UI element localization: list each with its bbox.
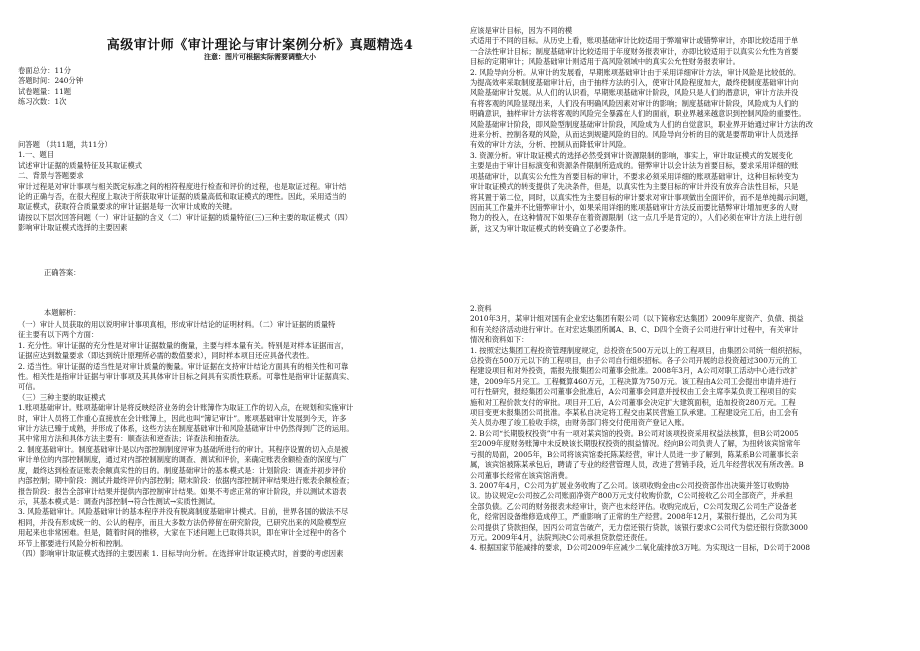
case-line: 关人员办理了竣工验收手续，由财务部门将交付使用资产登记入账。 [470,418,689,428]
analysis-line: 1.账项基础审计。账项基础审计是将反映经济业务的会计账簿作为取证工作的切入点，在规划和实施审计 [18,403,354,413]
case-line: 施和对工程价款支付的审批。项目开工后，A公司董事会决定扩大建筑面积，追加投资280万元。工程 [470,397,796,407]
section-heading: 问答题 （共11题，共11分） [18,140,112,149]
case-line: 亏损的局面，2005年，B公司将该宾馆委托陈某经营，审计人员进一步了解到，陈某系B公司董事长亲 [470,449,799,459]
q1-line: 1.一、题目 [18,150,55,160]
case-line: 万元。2009年4月，法院判决C公司承担贷款偿还责任。 [470,532,653,542]
q1-line: 审计过程是对审计事项与相关既定标准之间的相符程度进行检查和评价的过程，也是取证过程。审计结 [18,181,347,191]
meta-practice-count: 练习次数：1次 [18,97,67,107]
case-line: 议。协议规定c公司按乙公司账面净资产800万元支付收购价款，C公司接收乙公司全部资产，并承担 [470,491,793,501]
answer-label: 正确答案： [44,268,81,277]
analysis-cont-line: 为提高效率采取制度基础审计后，由于抽样方法的引入，使审计风险程度加大，最终使制度基础审计向 [470,78,799,88]
case-line: 全部负债。乙公司的财务报表未经审计，资产也未经评估。收购完成后，C公司发现乙公司生产设备老 [470,501,797,511]
analysis-line: 报告阶段：报告全部审计结果并提供内部控制审计结果。如果不考虑正常的审计阶段，并以测试术语表 [18,486,347,496]
analysis-cont-line: 明确意识，抽样审计方法将客观的风险完全暴露在人们的面前，职业界越来越意识到控制风险的重要性。 [470,109,806,119]
q1-line: 影响审计取证模式选择的主要因素 [18,223,128,233]
case-line: 1. 按照宏达集团工程投资管理制度规定，总投资在500万元以上的工程项目，由集团公司统一组织招标， [470,345,807,355]
analysis-line: 3. 风险基础审计。风险基础审计的基本程序并没有脱离制度基础审计模式。目前，世界各国的做法不尽 [18,507,349,517]
case-line: 2010年3月，某审计组对国有企业宏达集团有限公司（以下简称宏达集团）2009年度资产、负债、损益 [470,314,804,324]
analysis-cont-line: 主要是由于审计目标演变和资源条件限制所造成的。错弊审计以会计法为首要目标，要求采用详细的账 [470,161,799,171]
analysis-cont-line: 目标的定期审计；风险基础审计则适用于高风险领域中的真实公允性财务报表审计。 [470,57,740,67]
q1-line: 二、背景与答题要求 [18,171,84,181]
case-line: 可行性研究，报经集团公司董事会批准后，A公司董事会同意并授权由工会主席李某负责工程项目的实 [470,387,797,397]
q1-line: 请按以下层次回答问题（一）审计证据的含义（二）审计证据的质量特征(三)三种主要的取证模式（四） [18,212,353,222]
case-line: 公司董事长经常在该宾馆消费。 [470,470,573,480]
analysis-line: 2. 制度基础审计。制度基础审计是以内部控制制度评审为基础所进行的审计。其程序设置的切入点是被 [18,444,349,454]
analysis-line: 征主要有以下两个方面： [18,330,99,340]
case-line: 和有关经济活动进行审计。在对宏达集团所属A、B、C、D四个全资子公司进行审计过程中，有关审计 [470,324,799,334]
analysis-line: 性。相关性是指审计证据与审计事项及其具体审计目标之间具有实质性联系。可靠性是指审计证据真实、 [18,372,354,382]
analysis-line: 2. 适当性。审计证据的适当性是对审计质量的衡量。审计证据在支持审计结论方面具有的相关性和可靠 [18,361,349,371]
analysis-cont-line: 将其置于第二位，同时，以真实性为主要目标的审计要求对审计事项做出全面评价，而不是单纯揭示问题， [470,192,813,202]
case-line: 化，经常因设备维修造成停工，严重影响了正常的生产经营。2008年12月，某银行提出，乙公司为其 [470,512,798,522]
analysis-line: 其中常用方法和具体方法主要有：顺查法和逆查法；详查法和抽查法。 [18,434,245,444]
analysis-cont-line: 因而其工作量并不比错弊审计小，如果采用详细的账项基础审计方法反而要比错弊审计增加更多的人财 [470,202,799,212]
q1-line: 试述审计证据的质量特征及其取证模式 [18,160,143,170]
analysis-line: 度，最终达到检查证账表余额真实性的目的。制度基础审计的基本模式是：计划阶段：调查并初步评价 [18,465,347,475]
analysis-line: 时，审计人员将工作重心直接放在会计账簿上，因此也叫“簿记审计”。账项基础审计发展到今天，许多 [18,413,347,423]
case-line: 公司提供了贷款担保，因丙公司宣告破产，无力偿还银行贷款，该银行要求C公司代为偿还银行贷款3000 [470,522,808,532]
analysis-line: （四）影响审计取证模式选择的主要因素 1. 目标导向分析。在选择审计取证模式时，首要的考虑因素 [18,548,344,558]
analysis-line: 用起来也非常困难。但是，随着时间的推移，大家在下述问题上已取得共识，即在审计全过程中的各个 [18,528,347,538]
analysis-cont-line: 审计取证模式的转变提供了先决条件，但是，以真实性为主要目标的审计并没有放弃合法性目标，只是 [470,182,799,192]
case-line: 属，该宾馆被陈某承包后，聘请了专业的经营管理人员，改进了营销手段，近几年经营状况有所改善。B [470,460,804,470]
case-line: 2.资料 [470,304,492,313]
case-line: 2. B公司“长期股权投资”中有一项对某宾馆的投资。B公司对该项投资采用权益法核算，但B公司2005 [470,428,799,438]
case-line: 4. 根据国家节能减排的要求，D公司2009年应减少二氧化硫排放3万吨。为实现这一目标，D公司于2008 [470,543,811,553]
analysis-label: 本题解析： [44,308,81,317]
analysis-cont-line: 新，这又为审计取证模式的转变确立了必要条件。 [470,223,631,233]
analysis-cont-line: 风险基础审计发展。从人们的认识看，早期账项基础审计阶段，风险只是人们的潜意识，审计方法并没 [470,88,799,98]
analysis-line: 示，其基本模式是：调查内部控制→符合性测试→实质性测试。 [18,496,220,506]
question-block [18,140,448,234]
analysis-line: 审计单位的内部控制制度，通过对内部控制制度的调查、测试和评价，来确定账表余额检查的深度与广 [18,455,347,465]
document-title: 高级审计师《审计理论与审计案例分析》真题精选4 [106,38,414,53]
analysis-line: 可信。 [18,382,40,392]
case-line: 至2009年度财务账簿中未反映该长期股权投资的损益情况。经向B公司负责人了解，为扭转该宾馆常年 [470,439,801,449]
meta-total-score: 卷面总分：11分 [18,66,72,75]
analysis-cont-line: 风险基础审计阶段，即风险型制度基础审计阶段，风险成为人们的自觉意识，职业界开始通过审计方法的改 [470,119,813,129]
analysis-line: 审计方法已臻于成熟，并形成了体系，这些方法在制度基础审计和风险基础审计中仍然得到广泛的运用。 [18,424,354,434]
meta-answer-time: 答题时间：240分钟 [18,76,84,86]
meta-question-count: 试卷题量：11题 [18,86,72,96]
analysis-cont-line: 项基础审计，以真实公允性为首要目标的审计，不要求必须采用详细的账项基础审计，这种目标转变为 [470,171,799,181]
analysis-line: 1. 充分性。审计证据的充分性是对审计证据数量的衡量，主要与样本量有关。特别是对样本证据而言， [18,340,349,350]
analysis-cont-line: 2. 风险导向分析。从审计的发展看，早期账项基础审计由于采用详细审计方法，审计风险是比较低的。 [470,67,801,77]
case-line: 情况和资料如下： [470,335,529,345]
analysis-body [18,320,450,559]
case-line: 项目变更未报集团公司批准。李某私自决定将工程交由某民营施工队承建。工程建设完工后，由工会有 [470,408,799,418]
analysis-cont-line: 式适用于不同的目标。从历史上看，账项基础审计比较适用于弊端审计或错弊审计，亦即比较适用于单 [470,36,799,46]
case-line: 3. 2007年4月，C公司为扩展业务收购了乙公司。该项收购金由c公司投资部作出决策并签订收购协 [470,480,790,490]
analysis-line: 相同，并没有形成统一的、公认的程序，而且大多数方法仍停留在研究阶段，已研究出来的风险模型应 [18,517,347,527]
analysis-line: 环节上都要进行风险分析和控制。 [18,538,128,548]
case-line: 程建设项目和对外投资，需报先报集团公司董事会批准。2008年3月，A公司对职工活动中心进行改扩 [470,366,798,376]
analysis-cont-line: 有将客观的风险显现出来，人们没有明确风险因素对审计的影响；制度基础审计阶段，风险成为人们的 [470,98,799,108]
analysis-line: （三）三种主要的取证模式 [18,392,106,402]
analysis-line: （一）审计人员获取的用以说明审计事项真相，形成审计结论的证明材料。（二）审计证据的质量特 [18,320,336,329]
right-page [460,0,920,651]
case-line: 总投资在500万元以下的工程项目，由子公司自行组织招标。各子公司开展的总投资超过300万元的工 [470,356,798,366]
analysis-continued [470,26,912,234]
analysis-cont-line: 一合法性审计目标；制度基础审计比较适用于年度财务报表审计，亦即比较适用于以真实公允性为首要 [470,46,799,56]
analysis-cont-line: 应该是审计目标，因为不同的模 [470,26,573,35]
analysis-line: 内部控制；期中阶段：测试并最终评价内部控制；期末阶段：依据内部控制评审结果进行账表余额检查； [18,476,354,486]
analysis-cont-line: 物力的投入，在这种情况下如果存在着资源限制（这一点几乎是肯定的），人们必须在审计方法上进行创 [470,213,803,223]
analysis-cont-line: 进来分析、控制各观的风险，从而达到规避风险的目的。风险导向分析的目的就是要帮助审计人员选择 [470,130,799,140]
analysis-line: 证据应达到数量要求（即达到统计原理所必需的数值要求），同时样本项目还应具备代表性。 [18,351,314,361]
document-subtitle: 注意：图片可根据实际需要调整大小 [204,52,316,61]
analysis-cont-line: 3. 资源分析。审计取证模式的选择必然受到审计资源限制的影响，事实上，审计取证模式的发展变化 [470,150,794,160]
q1-line: 论的正确与否，在很大程度上取决于所获取审计证据的质量高低和取证模式的理性。因此，采用适当的 [18,192,347,202]
analysis-cont-line: 有效的审计方法，分析、控制从而降低审计风险。 [470,140,631,150]
exam-meta [18,66,218,108]
case-material [470,304,912,554]
case-line: 建，2009年5月完工。工程概算460万元，工程决算为750万元。该工程由A公司工会提出申请并进行 [470,376,797,386]
q1-line: 取证模式，获取符合质量要求的审计证据是每一次审计成败的关键。 [18,202,237,212]
